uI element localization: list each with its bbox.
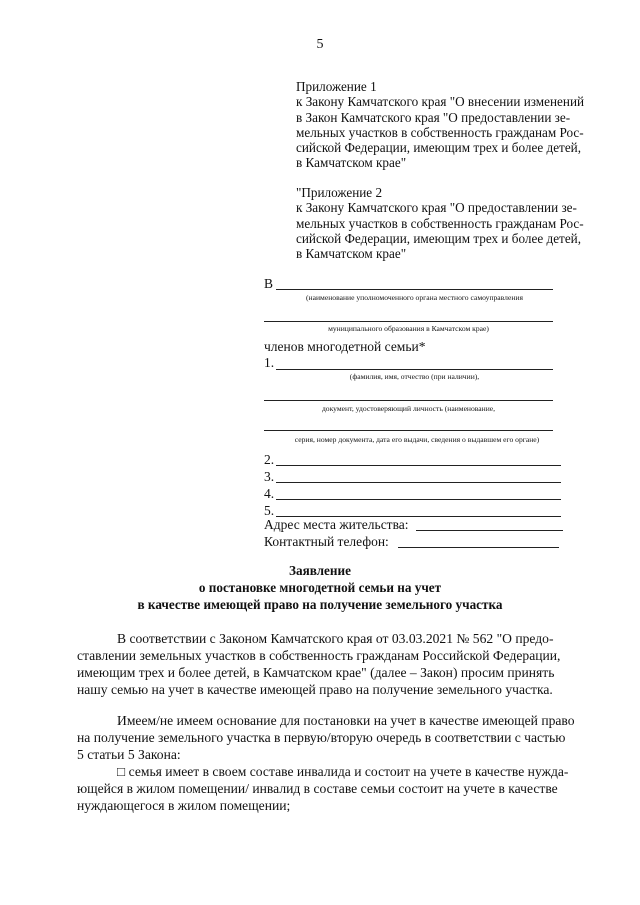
paragraph-2-line: 5 статьи 5 Закона: <box>77 747 181 762</box>
to-prefix: В <box>264 276 274 291</box>
member-number: 5. <box>264 503 275 518</box>
option-1-line: нуждающегося в жилом помещении; <box>77 798 291 813</box>
member-number: 2. <box>264 452 275 467</box>
phone-label: Контактный телефон: <box>264 534 389 549</box>
paragraph-1-line: ставлении земельных участков в собственность гражданам Российской Федерации, <box>77 648 561 663</box>
phone-fill-line[interactable] <box>398 547 559 548</box>
appendix-1-block <box>296 79 584 171</box>
appendix-1-line: в Закон Камчатского края "О предоставлении зе- <box>296 109 571 125</box>
member-4-fill-line[interactable] <box>276 499 561 500</box>
municipality-fill-line[interactable] <box>264 321 553 322</box>
member-number: 4. <box>264 486 275 501</box>
appendix-2-line: "Приложение 2 <box>296 185 383 200</box>
caption-municipality: муниципального образования в Камчатском крае) <box>328 324 489 333</box>
checkbox-icon[interactable]: □ <box>117 764 126 779</box>
appendix-1-line: Приложение 1 <box>296 79 377 94</box>
appendix-1-line: к Закону Камчатского края "О внесении изменений <box>296 94 585 110</box>
appendix-2-block <box>296 185 584 261</box>
caption-document: документ, удостоверяющий личность (наименование, <box>321 404 496 413</box>
member-1-number: 1. <box>264 355 275 370</box>
option-1-line: ющейся в жилом помещении/ инвалид в составе семьи состоит на учете в качестве <box>77 781 558 796</box>
member-3-fill-line[interactable] <box>276 482 561 483</box>
members-label: членов многодетной семьи* <box>264 339 426 354</box>
appendix-2-line: сийской Федерации, имеющим трех и более детей, <box>296 230 582 246</box>
paragraph-2-line: на получение земельного участка в первую/вторую очередь в соответствии с частью <box>77 730 566 745</box>
address-label: Адрес места жительства: <box>264 517 409 532</box>
document-title: Заявление <box>289 563 351 578</box>
organ-fill-line[interactable] <box>276 289 553 290</box>
member-number: 3. <box>264 469 275 484</box>
member-2-fill-line[interactable] <box>276 465 561 466</box>
address-fill-line[interactable] <box>416 530 563 531</box>
appendix-1-line: в Камчатском крае" <box>296 155 407 171</box>
appendix-2-line: в Камчатском крае" <box>296 246 407 262</box>
member-numbers <box>264 451 274 519</box>
appendix-1-line: сийской Федерации, имеющим трех и более детей, <box>296 140 582 156</box>
caption-fio: (фамилия, имя, отчество (при наличии), <box>349 372 480 381</box>
document-subtitle: о постановке многодетной семьи на учет <box>198 580 442 595</box>
member-1-fill-line[interactable] <box>276 369 553 370</box>
paragraph-1-line: нашу семью на учет в качестве имеющей право на получение земельного участка. <box>77 682 553 697</box>
appendix-2-line: к Закону Камчатского края "О предоставлении зе- <box>296 200 577 216</box>
series-fill-line[interactable] <box>264 430 553 431</box>
option-1-line: семья имеет в своем составе инвалида и состоит на учете в качестве нужда- <box>128 764 569 779</box>
page-number: 5 <box>316 37 324 52</box>
appendix-1-line: мельных участков в собственность гражданам Рос- <box>296 124 584 140</box>
option-1-first-line <box>117 763 568 780</box>
caption-organ: (наименование уполномоченного органа местного самоуправления <box>306 293 523 302</box>
paragraph-1-line: В соответствии с Законом Камчатского края от 03.03.2021 № 562 "О предо- <box>117 631 554 646</box>
paragraph-2-line: Имеем/не имеем основание для постановки на учет в качестве имеющей право <box>117 713 575 728</box>
document-subtitle: в качестве имеющей право на получение земельного участка <box>137 597 503 612</box>
paragraph-1-line: имеющим трех и более детей, в Камчатском крае" (далее – Закон) просим принять <box>77 665 555 680</box>
caption-series: серия, номер документа, дата его выдачи, сведения о выдавшем его органе) <box>294 435 540 444</box>
appendix-2-line: мельных участков в собственность гражданам Рос- <box>296 215 584 231</box>
document-fill-line[interactable] <box>264 400 553 401</box>
